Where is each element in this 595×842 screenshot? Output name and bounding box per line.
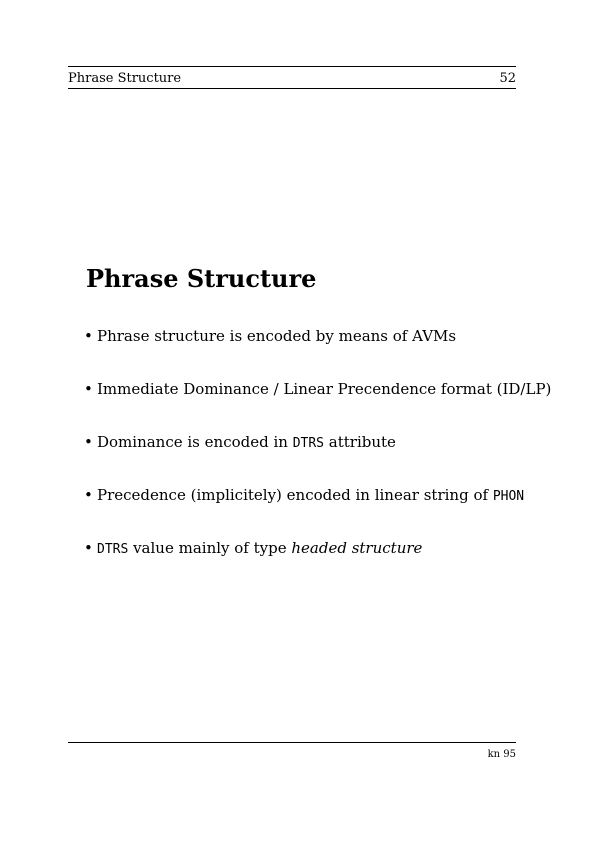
type-name: headed structure	[291, 539, 423, 557]
bullet-text: Immediate Dominance / Linear Precendence format (ID/LP)	[97, 380, 552, 398]
bullet-text: value mainly of type	[128, 539, 292, 557]
bullet-item	[84, 534, 524, 587]
footer-text: kn 95	[487, 749, 516, 760]
bullet-dot-icon: •	[84, 486, 93, 504]
slide-title: Phrase Structure	[86, 264, 317, 293]
bullet-dot-icon: •	[84, 380, 93, 398]
page-number: 52	[499, 71, 516, 86]
bullet-dot-icon: •	[84, 539, 93, 557]
header-bottom-rule	[68, 88, 516, 89]
bullet-item	[84, 322, 524, 375]
bullet-item	[84, 375, 552, 428]
running-header-title: Phrase Structure	[68, 71, 182, 86]
footer-rule	[68, 742, 516, 743]
attribute-name: PHON	[492, 489, 525, 504]
bullet-list	[84, 322, 552, 587]
bullet-dot-icon: •	[84, 433, 93, 451]
bullet-dot-icon: •	[84, 327, 93, 345]
header-top-rule	[68, 66, 516, 67]
bullet-item	[84, 428, 524, 481]
bullet-text: Phrase structure is encoded by means of AVMs	[97, 327, 457, 345]
running-header	[68, 71, 516, 87]
attribute-name: DTRS	[97, 542, 129, 557]
bullet-text: attribute	[324, 433, 396, 451]
bullet-text: Precedence (implicitely) encoded in linear string of	[97, 486, 493, 504]
bullet-text: Dominance is encoded in	[97, 433, 293, 451]
bullet-item	[84, 481, 524, 534]
attribute-name: DTRS	[292, 436, 325, 451]
